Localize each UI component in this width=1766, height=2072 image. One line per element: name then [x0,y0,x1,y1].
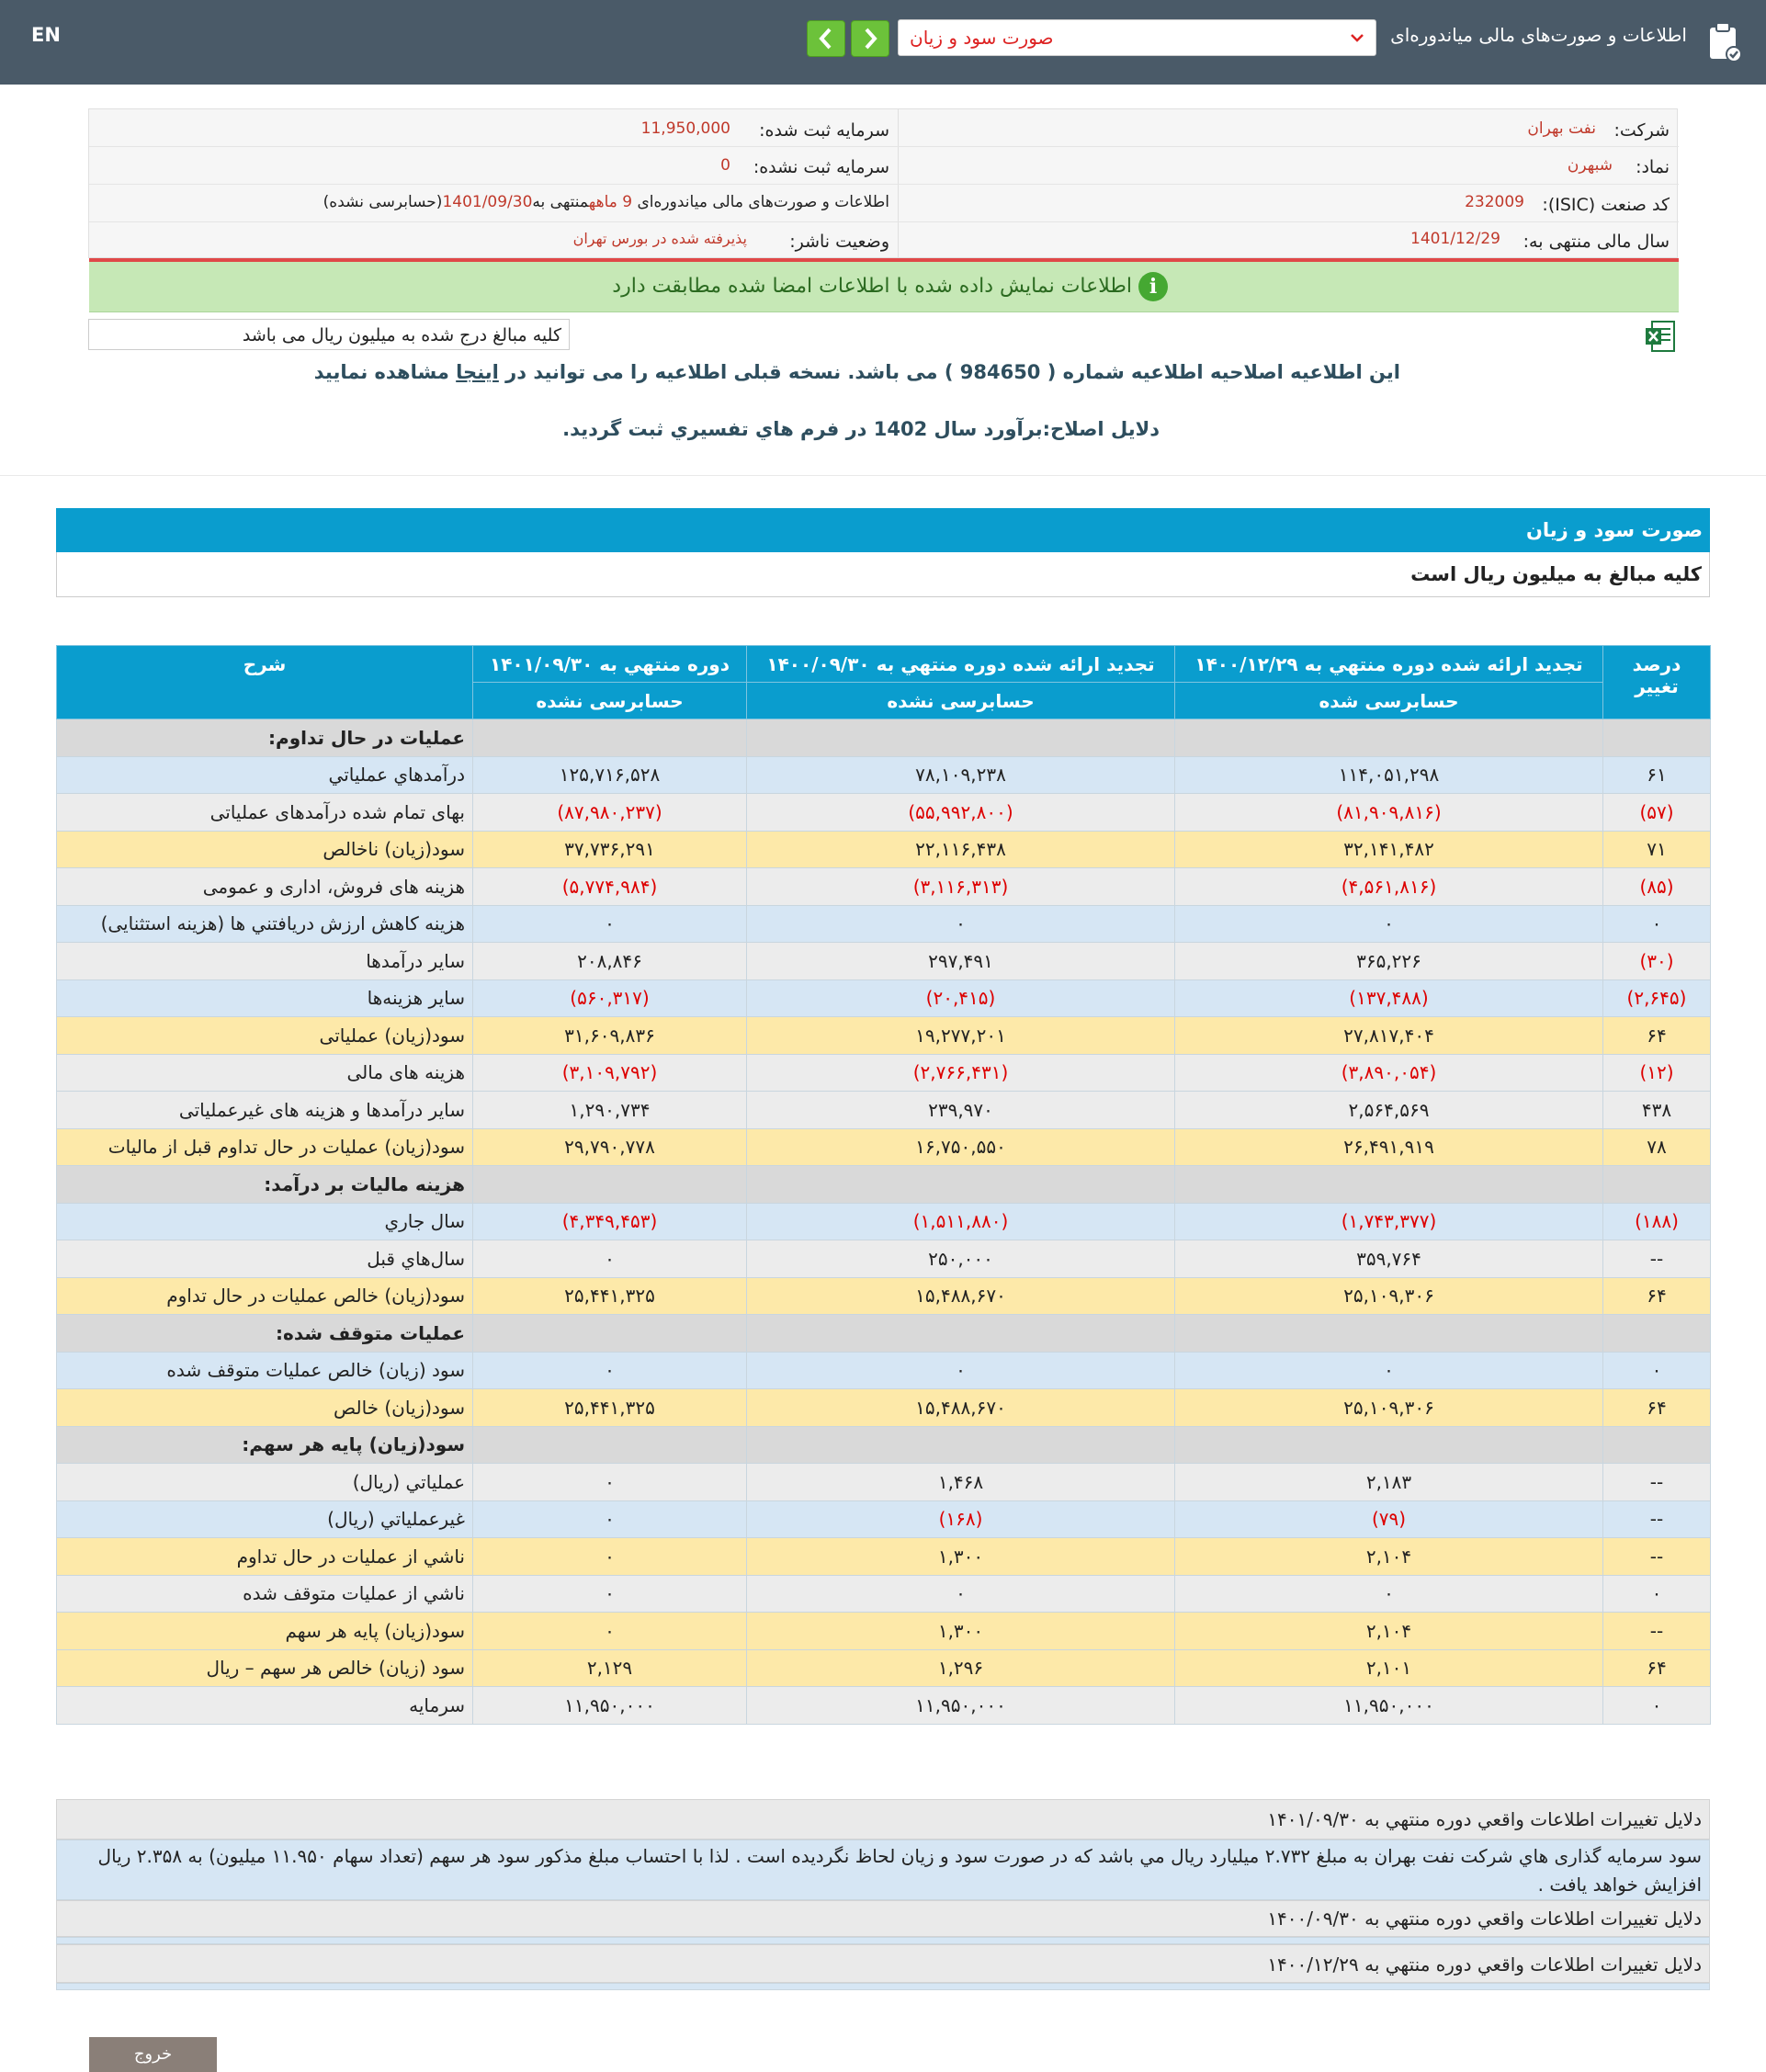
col1-cell [473,1315,747,1353]
pct-cell: (۳۰) [1603,943,1711,980]
col3-cell: ۲۵,۱۰۹,۳۰۶ [1175,1389,1603,1427]
table-row [57,831,1711,868]
change-notes [56,1799,1710,2001]
col2-cell: ۰ [747,905,1175,943]
description-cell: سود(زيان) عمليات در حال تداوم قبل از ماليات [57,1128,473,1166]
col1-cell: ۳۱,۶۰۹,۸۳۶ [473,1017,747,1055]
col3-cell: ۲,۱۰۴ [1175,1613,1603,1650]
pct-cell: ۰ [1603,1687,1711,1725]
col2-cell: ۱۵,۴۸۸,۶۷۰ [747,1277,1175,1315]
table-row [57,1128,1711,1166]
pct-cell: ۰ [1603,905,1711,943]
description-cell: عملياتي (ريال) [57,1464,473,1501]
col1-cell: ۰ [473,1538,747,1576]
col2-cell [747,1315,1175,1353]
description-cell: سود(زيان) خالص عمليات در حال تداوم [57,1277,473,1315]
next-button[interactable] [851,20,889,57]
previous-version-link[interactable]: اینجا [456,361,499,383]
description-cell: سایر هزینه‌ها [57,979,473,1017]
col1-cell: ۰ [473,1352,747,1389]
description-cell: هزینه های فروش، اداری و عمومی [57,868,473,906]
col3-cell: ۲,۱۰۴ [1175,1538,1603,1576]
description-cell: سال‌هاي قبل [57,1240,473,1278]
col1-cell [473,1426,747,1464]
statement-select-value: صورت سود و زیان [910,27,1054,49]
registered-capital-value: 11,950,000 [640,119,730,138]
publisher-status-value: پذیرفته شده در بورس تهران [572,230,747,247]
isic-value: 232009 [1465,193,1524,211]
pct-cell [1603,719,1711,757]
col1-cell: ۲,۱۲۹ [473,1649,747,1687]
pct-cell: (۲,۶۴۵) [1603,979,1711,1017]
col3-cell [1175,1166,1603,1204]
col3-cell: ۳۶۵,۲۲۶ [1175,943,1603,980]
col1-cell: (۵,۷۷۴,۹۸۴) [473,868,747,906]
table-row [57,979,1711,1017]
table-row [57,905,1711,943]
pct-cell: ۷۸ [1603,1128,1711,1166]
col1-cell [473,1166,747,1204]
description-cell: درآمدهاي عملياتي [57,756,473,794]
excel-export-icon[interactable] [1645,320,1676,353]
chevron-down-icon [1350,28,1364,48]
col1-cell: ۰ [473,1464,747,1501]
chevron-left-icon [817,27,835,51]
isic-label: کد صنعت (ISIC): [1542,195,1670,215]
col2-cell: ۱,۳۰۰ [747,1613,1175,1650]
clipboard-icon [1707,20,1742,62]
col1-cell: ۰ [473,905,747,943]
report-description: اطلاعات و صورت‌های مالی میاندوره‌ای 9 ماههمنتهی به1401/09/30(حسابرسی نشده) [323,193,889,211]
description-cell: غيرعملياتي (ريال) [57,1500,473,1538]
income-statement-table [56,645,1711,1725]
unregistered-capital-value: 0 [720,156,730,175]
col2-cell: ۲۹۷,۴۹۱ [747,943,1175,980]
col2-cell: ۲۳۹,۹۷۰ [747,1092,1175,1129]
col3-cell [1175,1426,1603,1464]
col1-cell: ۲۵,۴۴۱,۳۲۵ [473,1389,747,1427]
col3-cell: ۳۲,۱۴۱,۴۸۲ [1175,831,1603,868]
pct-cell: ۶۴ [1603,1017,1711,1055]
header-col3-status: حسابرسی شده [1175,683,1603,719]
pct-cell: -- [1603,1613,1711,1650]
col1-cell: (۴,۳۴۹,۴۵۳) [473,1203,747,1240]
description-cell: عملیات در حال تداوم: [57,719,473,757]
description-cell: سود(زيان) پايه هر سهم: [57,1426,473,1464]
header-description: شرح [57,646,473,719]
col3-cell [1175,719,1603,757]
header-pct-change: درصد تغییر [1603,646,1711,719]
pct-cell: ۶۴ [1603,1277,1711,1315]
divider [0,475,1766,476]
pct-cell: ۶۴ [1603,1649,1711,1687]
col3-cell: ۰ [1175,1575,1603,1613]
symbol-label: نماد: [1636,157,1670,177]
pct-cell: -- [1603,1240,1711,1278]
col3-cell: ۲۶,۴۹۱,۹۱۹ [1175,1128,1603,1166]
col3-cell: ۱۱۴,۰۵۱,۲۹۸ [1175,756,1603,794]
company-info [88,108,1678,258]
col1-cell: ۰ [473,1240,747,1278]
col3-cell: ۲۵,۱۰۹,۳۰۶ [1175,1277,1603,1315]
company-value: نفت بهران [1527,119,1596,138]
col2-cell: (۳,۱۱۶,۳۱۳) [747,868,1175,906]
header-col1-status: حسابرسی نشده [473,683,747,719]
pct-cell: (۸۵) [1603,868,1711,906]
col2-cell: ۱۹,۲۷۷,۲۰۱ [747,1017,1175,1055]
table-row [57,943,1711,980]
match-notice-text: اطلاعات نمایش داده شده با اطلاعات امضا شده مطابقت دارد [612,275,1132,298]
col1-cell: ۰ [473,1500,747,1538]
description-cell: هزينه هاى مالى [57,1054,473,1092]
table-row [57,1240,1711,1278]
table-row [57,1649,1711,1687]
description-cell: سال جاري [57,1203,473,1240]
col3-cell: ۰ [1175,1352,1603,1389]
description-cell: بهای تمام شده درآمدهای عملیاتی [57,794,473,832]
pct-cell: ۰ [1603,1575,1711,1613]
exit-button[interactable]: خروج [89,2037,217,2072]
table-row [57,1092,1711,1129]
col3-cell: ۲۷,۸۱۷,۴۰۴ [1175,1017,1603,1055]
col1-cell: (۸۷,۹۸۰,۲۳۷) [473,794,747,832]
header-col2: تجدید ارائه شده دوره منتهي به ۱۴۰۰/۰۹/۳۰ [747,646,1175,683]
pct-cell: (۱۲) [1603,1054,1711,1092]
col1-cell: ۲۰۸,۸۴۶ [473,943,747,980]
table-row [57,1464,1711,1501]
col1-cell: ۰ [473,1613,747,1650]
col1-cell: ۲۵,۴۴۱,۳۲۵ [473,1277,747,1315]
col2-cell [747,1426,1175,1464]
pct-cell: -- [1603,1538,1711,1576]
col2-cell [747,1166,1175,1204]
table-row [57,1500,1711,1538]
pct-cell [1603,1166,1711,1204]
page-title: اطلاعات و صورت‌های مالی میاندوره‌ای [1390,24,1687,46]
col1-cell: ۰ [473,1575,747,1613]
table-row [57,1277,1711,1315]
col3-cell: ۱۱,۹۵۰,۰۰۰ [1175,1687,1603,1725]
col2-cell: ۱,۳۰۰ [747,1538,1175,1576]
col2-cell: ۱,۴۶۸ [747,1464,1175,1501]
table-row [57,1352,1711,1389]
fiscal-year-value: 1401/12/29 [1410,230,1500,248]
pct-cell: ۶۱ [1603,756,1711,794]
table-row [57,1389,1711,1427]
pct-cell: -- [1603,1464,1711,1501]
table-row [57,794,1711,832]
fiscal-year-label: سال مالی منتهی به: [1523,232,1670,252]
table-row [57,1203,1711,1240]
description-cell: عملیات متوقف شده: [57,1315,473,1353]
note-body: سود سرمایه گذاری هاي شركت نفت بهران به مبلغ ۲.۷۳۲ ميليارد ريال مي باشد كه در صورت سود و زيان لحاظ نگرديده است . لذا با احتساب مبلغ مذكور سود هر سهم (تعداد سهام ۱۱.۹۵۰ ميليون) به ۲.۳۵۸ ريال افزايش خواهد يافت . [56,1840,1710,1900]
header-col3: تجدید ارائه شده دوره منتهي به ۱۴۰۰/۱۲/۲۹ [1175,646,1603,683]
table-row [57,1017,1711,1055]
col3-cell [1175,1315,1603,1353]
table-row [57,1575,1711,1613]
description-cell: سود(زيان) پايه هر سهم [57,1613,473,1650]
col3-cell: (۳,۸۹۰,۰۵۴) [1175,1054,1603,1092]
col3-cell: (۸۱,۹۰۹,۸۱۶) [1175,794,1603,832]
section-title: صورت سود و زیان [1525,519,1703,541]
note-body [56,1983,1710,1990]
prev-button[interactable] [807,20,845,57]
col3-cell: (۴,۵۶۱,۸۱۶) [1175,868,1603,906]
description-cell: سود(زيان) خالص [57,1389,473,1427]
description-cell: سود (زيان) خالص هر سهم – ريال [57,1649,473,1687]
section-header [56,508,1710,552]
note-title: دلایل تغییرات اطلاعات واقعي دوره منتهي به ۱۴۰۱/۰۹/۳۰ [56,1799,1710,1840]
pct-cell: -- [1603,1500,1711,1538]
pct-cell: ۴۳۸ [1603,1092,1711,1129]
description-cell: هزینه مالیات بر درآمد: [57,1166,473,1204]
section-subheader [56,552,1710,597]
col1-cell: ۱,۲۹۰,۷۳۴ [473,1092,747,1129]
section-row [57,1315,1711,1353]
col2-cell: ۷۸,۱۰۹,۲۳۸ [747,756,1175,794]
pct-cell: ۶۴ [1603,1389,1711,1427]
col3-cell: (۷۹) [1175,1500,1603,1538]
col2-cell: (۵۵,۹۹۲,۸۰۰) [747,794,1175,832]
section-row [57,719,1711,757]
col2-cell: ۲۲,۱۱۶,۴۳۸ [747,831,1175,868]
col2-cell: (۲۰,۴۱۵) [747,979,1175,1017]
col1-cell: ۲۹,۷۹۰,۷۷۸ [473,1128,747,1166]
description-cell: سود(زيان) عملياتى [57,1017,473,1055]
col2-cell: ۲۵۰,۰۰۰ [747,1240,1175,1278]
col1-cell: ۱۱,۹۵۰,۰۰۰ [473,1687,747,1725]
company-label: شرکت: [1613,120,1670,141]
header-col2-status: حسابرسی نشده [747,683,1175,719]
col1-cell: (۵۶۰,۳۱۷) [473,979,747,1017]
col2-cell: ۱۶,۷۵۰,۵۵۰ [747,1128,1175,1166]
col1-cell: ۳۷,۷۳۶,۲۹۱ [473,831,747,868]
section-subtitle: کلیه مبالغ به میلیون ریال است [1410,563,1702,585]
header-col1: دوره منتهي به ۱۴۰۱/۰۹/۳۰ [473,646,747,683]
match-notice-banner [89,262,1679,312]
col2-cell: ۰ [747,1575,1175,1613]
description-cell: ساير درآمدها [57,943,473,980]
pct-cell: (۵۷) [1603,794,1711,832]
description-cell: ساير درآمدها و هزينه هاى غيرعملياتى [57,1092,473,1129]
registered-capital-label: سرمایه ثبت شده: [759,120,889,141]
col3-cell: (۱۳۷,۴۸۸) [1175,979,1603,1017]
statement-select[interactable] [898,19,1376,56]
col2-cell: ۰ [747,1352,1175,1389]
description-cell: سرمايه [57,1687,473,1725]
info-icon: i [1138,272,1168,301]
pct-cell: ۰ [1603,1352,1711,1389]
note-title: دلایل تغییرات اطلاعات واقعي دوره منتهي به ۱۴۰۰/۰۹/۳۰ [56,1900,1710,1937]
language-toggle[interactable]: EN [31,24,61,46]
table-row [57,756,1711,794]
publisher-status-label: وضعیت ناشر: [789,232,889,252]
description-cell: ناشي از عمليات در حال تداوم [57,1538,473,1576]
col1-cell: (۳,۱۰۹,۷۹۲) [473,1054,747,1092]
table-row [57,1613,1711,1650]
col3-cell: ۰ [1175,905,1603,943]
col3-cell: ۲,۵۶۴,۵۶۹ [1175,1092,1603,1129]
col3-cell: ۳۵۹,۷۶۴ [1175,1240,1603,1278]
table-row [57,868,1711,906]
col2-cell: (۱,۵۱۱,۸۸۰) [747,1203,1175,1240]
col1-cell: ۱۲۵,۷۱۶,۵۲۸ [473,756,747,794]
description-cell: هزینه کاهش ارزش دریافتني ها (هزینه استثنایی) [57,905,473,943]
correction-notice: این اطلاعیه اصلاحیه اطلاعیه شماره ( 984650 ) می باشد. نسخه قبلی اطلاعیه را می توانید در اینجا مشاهده نمایید [313,361,1400,383]
unregistered-capital-label: سرمایه ثبت نشده: [753,157,889,177]
table-row [57,1538,1711,1576]
note-title: دلایل تغییرات اطلاعات واقعي دوره منتهي به ۱۴۰۰/۱۲/۲۹ [56,1944,1710,1983]
description-cell: سود (زيان) خالص عمليات متوقف شده [57,1352,473,1389]
section-row [57,1426,1711,1464]
section-row [57,1166,1711,1204]
pct-cell: ۷۱ [1603,831,1711,868]
description-cell: ناشي از عمليات متوقف شده [57,1575,473,1613]
col1-cell [473,719,747,757]
col2-cell: ۱۱,۹۵۰,۰۰۰ [747,1687,1175,1725]
table-row [57,1687,1711,1725]
col3-cell: ۲,۱۸۳ [1175,1464,1603,1501]
col2-cell: (۱۶۸) [747,1500,1175,1538]
table-row [57,1054,1711,1092]
col2-cell: ۱۵,۴۸۸,۶۷۰ [747,1389,1175,1427]
col2-cell: (۲,۷۶۶,۴۳۱) [747,1054,1175,1092]
symbol-value: شبهرن [1567,156,1613,175]
description-cell: سود(زيان) ناخالص [57,831,473,868]
col2-cell: ۱,۲۹۶ [747,1649,1175,1687]
chevron-right-icon [861,27,879,51]
pct-cell [1603,1315,1711,1353]
col3-cell: ۲,۱۰۱ [1175,1649,1603,1687]
note-body [56,1937,1710,1944]
unit-note: کلیه مبالغ درج شده به میلیون ریال می باشد [88,319,570,350]
pct-cell [1603,1426,1711,1464]
col3-cell: (۱,۷۴۳,۳۷۷) [1175,1203,1603,1240]
col2-cell [747,719,1175,757]
pct-cell: (۱۸۸) [1603,1203,1711,1240]
correction-reason: دلایل اصلاح:برآورد سال 1402 در فرم هاي تفسيري ثبت گرديد. [562,418,1160,440]
